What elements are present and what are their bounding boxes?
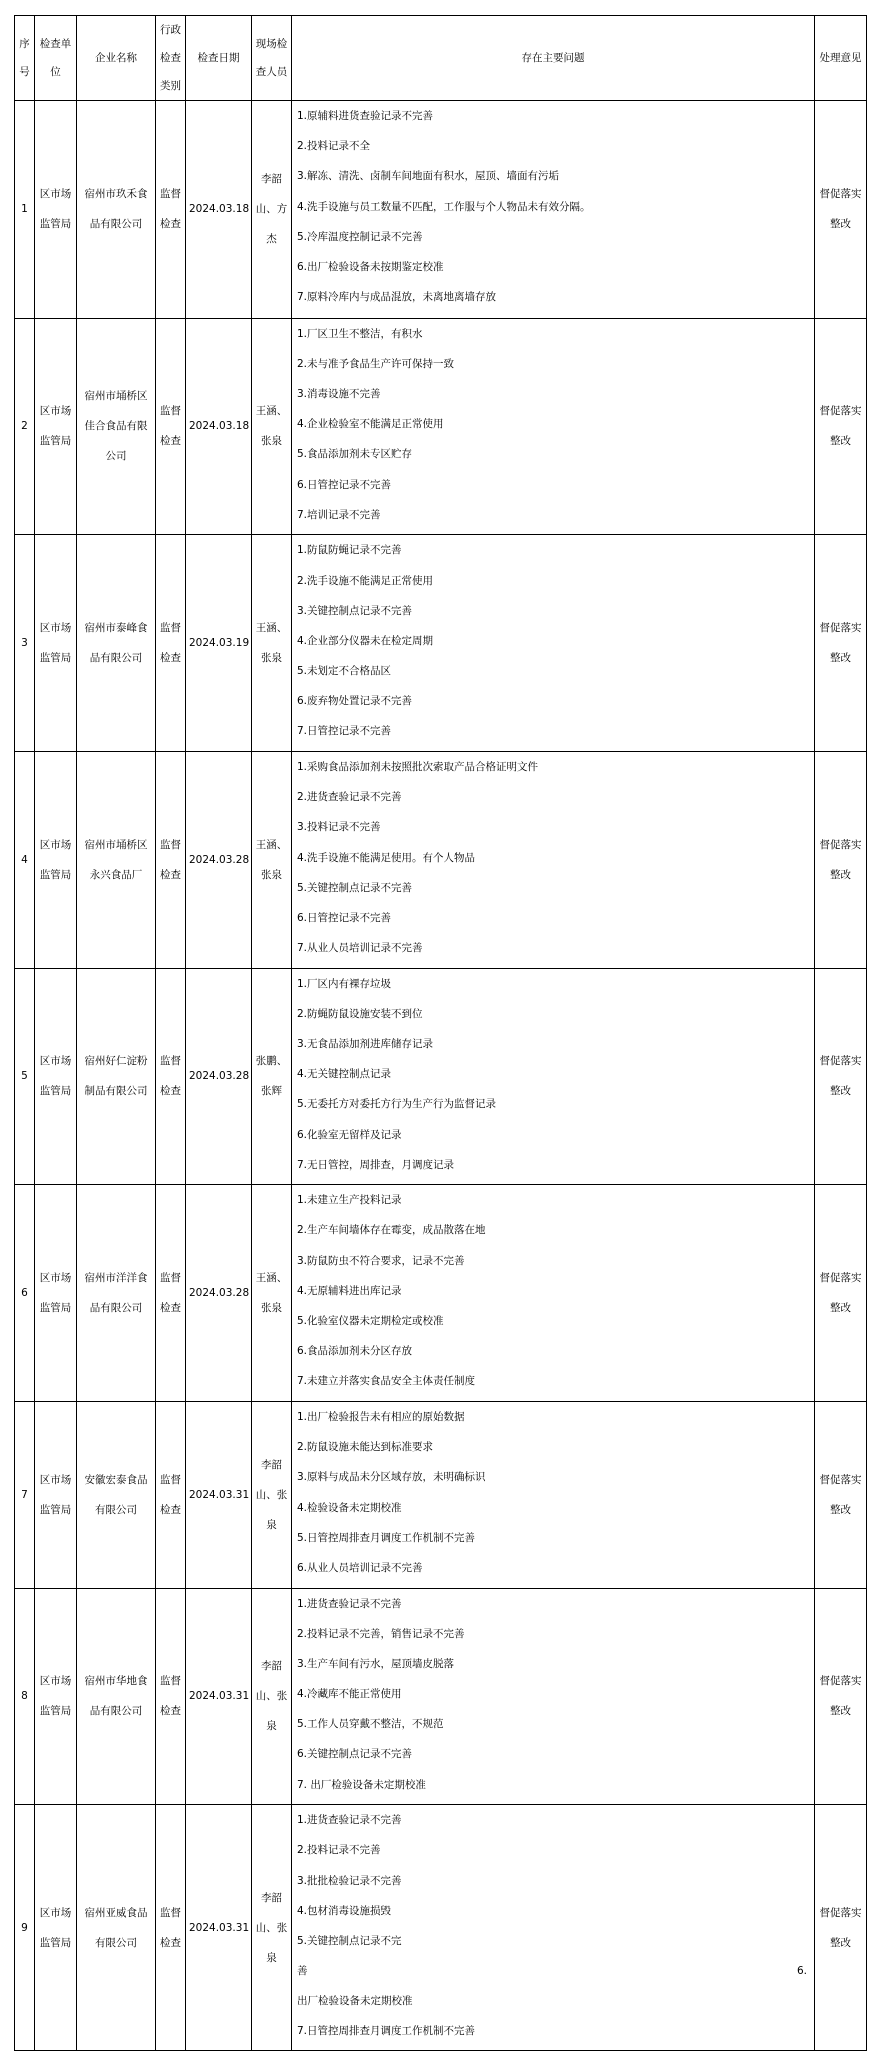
row-issues xyxy=(292,1588,815,1805)
row-date: 2024.03.31 xyxy=(186,1588,252,1805)
issue-item: 1.厂区卫生不整洁，有积水 xyxy=(297,327,423,340)
issue-item: 2.投料记录不全 xyxy=(297,140,371,153)
issue-item: 5.关键控制点记录不完善 xyxy=(297,881,413,894)
issue-item: 4.包材消毒设施损毁 xyxy=(297,1904,392,1917)
issue-item: 3.投料记录不完善 xyxy=(297,821,381,834)
row-date: 2024.03.28 xyxy=(186,968,252,1185)
row-inspectors: 李韶山、张泉 xyxy=(252,1401,292,1588)
issue-item: 7.原料冷库内与成品混放，未离地离墙存放 xyxy=(297,291,497,304)
issue-item: 5.日管控周排查月调度工作机制不完善 xyxy=(297,1531,476,1544)
row-date: 2024.03.31 xyxy=(186,1805,252,2051)
row-handling: 督促落实整改 xyxy=(815,1588,867,1805)
issue-item: 4.企业部分仪器未在检定周期 xyxy=(297,634,434,647)
issue-item: 1.进货查验记录不完善 xyxy=(297,1597,402,1610)
issue-item: 2.防蝇防鼠设施安装不到位 xyxy=(297,1007,423,1020)
row-seq: 9 xyxy=(15,1805,35,2051)
table-row xyxy=(15,318,867,535)
row-seq: 4 xyxy=(15,751,35,968)
row-issues xyxy=(292,968,815,1185)
issue-item: 6.日管控记录不完善 xyxy=(297,911,392,924)
table-row xyxy=(15,968,867,1185)
issue-item: 2.防鼠设施未能达到标准要求 xyxy=(297,1441,434,1454)
row-company: 宿州市泰峰食品有限公司 xyxy=(77,535,156,752)
row-issues xyxy=(292,1185,815,1402)
issue-item: 6.废弃物处置记录不完善 xyxy=(297,695,413,708)
issue-item: 1.出厂检验报告未有相应的原始数据 xyxy=(297,1410,465,1423)
issue-item: 6.从业人员培训记录不完善 xyxy=(297,1561,423,1574)
row-date: 2024.03.31 xyxy=(186,1401,252,1588)
issue-item: 4.无关键控制点记录 xyxy=(297,1068,392,1081)
header-handling: 处理意见 xyxy=(815,16,867,101)
issue-item: 4.洗手设施与员工数量不匹配，工作服与个人物品未有效分隔。 xyxy=(297,200,591,213)
issue-item: 4.检验设备未定期校准 xyxy=(297,1501,402,1514)
header-date: 检查日期 xyxy=(186,16,252,101)
issue-item: 6.出厂检验设备未按期鉴定校准 xyxy=(297,260,444,273)
row-handling: 督促落实整改 xyxy=(815,318,867,535)
issue-item: 5.未划定不合格品区 xyxy=(297,665,392,678)
table-row xyxy=(15,751,867,968)
row-handling: 督促落实整改 xyxy=(815,535,867,752)
table-row xyxy=(15,101,867,319)
row-seq: 2 xyxy=(15,318,35,535)
row-issues xyxy=(292,535,815,752)
issue-item: 2.生产车间墙体存在霉变，成品散落在地 xyxy=(297,1224,486,1237)
row-inspectors: 王涵、张泉 xyxy=(252,318,292,535)
issue-item: 3.关键控制点记录不完善 xyxy=(297,604,413,617)
issue-item: 1.厂区内有裸存垃圾 xyxy=(297,977,392,990)
issue-item: 7. 出厂检验设备未定期校准 xyxy=(297,1778,426,1791)
issue-item: 5.食品添加剂未专区贮存 xyxy=(297,448,413,461)
row-date: 2024.03.28 xyxy=(186,751,252,968)
row-company: 宿州市埇桥区永兴食品厂 xyxy=(77,751,156,968)
row-company: 宿州市洋洋食品有限公司 xyxy=(77,1185,156,1402)
issue-item: 5.关键控制点记录不完 xyxy=(297,1934,402,1947)
issue-item: 4.企业检验室不能满足正常使用 xyxy=(297,418,444,431)
row-inspectors: 李韶山、张泉 xyxy=(252,1588,292,1805)
table-row xyxy=(15,1401,867,1588)
issue-item: 5.工作人员穿戴不整洁，不规范 xyxy=(297,1718,444,1731)
table-row xyxy=(15,1805,867,2051)
row-category: 监督检查 xyxy=(156,1588,186,1805)
row-seq: 5 xyxy=(15,968,35,1185)
issue-item: 7.培训记录不完善 xyxy=(297,508,381,521)
issue-item: 4.洗手设施不能满足使用。有个人物品 xyxy=(297,851,476,864)
header-inspectors: 现场检查人员 xyxy=(252,16,292,101)
table-row xyxy=(15,1185,867,1402)
row-inspectors: 李韶山、方杰 xyxy=(252,101,292,319)
row-date: 2024.03.18 xyxy=(186,318,252,535)
row-seq: 6 xyxy=(15,1185,35,1402)
row-handling: 督促落实整改 xyxy=(815,751,867,968)
row-issues xyxy=(292,751,815,968)
issue-item: 3.批批检验记录不完善 xyxy=(297,1874,402,1887)
row-seq: 1 xyxy=(15,101,35,319)
row-category: 监督检查 xyxy=(156,1185,186,1402)
row-unit: 区市场监管局 xyxy=(35,535,77,752)
row-issues xyxy=(292,318,815,535)
issue-text: 善 xyxy=(297,1965,308,1978)
row-category: 监督检查 xyxy=(156,751,186,968)
issue-item: 3.消毒设施不完善 xyxy=(297,388,381,401)
table-row xyxy=(15,535,867,752)
row-issues xyxy=(292,101,815,319)
row-company: 安徽宏泰食品有限公司 xyxy=(77,1401,156,1588)
row-category: 监督检查 xyxy=(156,535,186,752)
issue-item: 3.无食品添加剂进库储存记录 xyxy=(297,1038,434,1050)
issue-item: 6.食品添加剂未分区存放 xyxy=(297,1345,413,1358)
row-company: 宿州好仁淀粉制品有限公司 xyxy=(77,968,156,1185)
issue-item: 3.原料与成品未分区域存放，未明确标识 xyxy=(297,1471,486,1484)
header-issues: 存在主要问题 xyxy=(292,16,815,101)
row-inspectors: 王涵、张泉 xyxy=(252,535,292,752)
issue-item xyxy=(295,1956,811,1986)
issue-item: 1.采购食品添加剂未按照批次索取产品合格证明文件 xyxy=(297,760,539,773)
row-category: 监督检查 xyxy=(156,101,186,319)
row-unit: 区市场监管局 xyxy=(35,968,77,1185)
issue-item: 5.化验室仪器未定期检定或校准 xyxy=(297,1315,444,1328)
header-category: 行政检查类别 xyxy=(156,16,186,101)
row-inspectors: 王涵、张泉 xyxy=(252,1185,292,1402)
issue-item: 3.防鼠防虫不符合要求，记录不完善 xyxy=(297,1254,465,1267)
row-handling: 督促落实整改 xyxy=(815,1401,867,1588)
issue-item: 7.未建立并落实食品安全主体责任制度 xyxy=(297,1375,476,1388)
header-seq: 序号 xyxy=(15,16,35,101)
row-issues xyxy=(292,1401,815,1588)
row-unit: 区市场监管局 xyxy=(35,1185,77,1402)
inspection-table xyxy=(14,15,867,2051)
issue-item: 6.化验室无留样及记录 xyxy=(297,1128,402,1141)
issue-item: 3.生产车间有污水，屋顶墙皮脱落 xyxy=(297,1657,455,1670)
header-row xyxy=(15,16,867,101)
row-company: 宿州市华地食品有限公司 xyxy=(77,1588,156,1805)
row-company: 宿州亚威食品有限公司 xyxy=(77,1805,156,2051)
row-unit: 区市场监管局 xyxy=(35,318,77,535)
issue-item: 1.未建立生产投料记录 xyxy=(297,1194,402,1207)
row-seq: 7 xyxy=(15,1401,35,1588)
issue-item: 7.日管控周排查月调度工作机制不完善 xyxy=(297,2025,476,2038)
issue-item: 7.从业人员培训记录不完善 xyxy=(297,942,423,955)
row-handling: 督促落实整改 xyxy=(815,101,867,319)
row-unit: 区市场监管局 xyxy=(35,1588,77,1805)
header-company: 企业名称 xyxy=(77,16,156,101)
header-unit: 检查单位 xyxy=(35,16,77,101)
issue-item: 5.冷库温度控制记录不完善 xyxy=(297,230,423,243)
issue-item: 7.无日管控，周排查，月调度记录 xyxy=(297,1158,455,1171)
row-unit: 区市场监管局 xyxy=(35,751,77,968)
issue-item: 1.原辅料进货查验记录不完善 xyxy=(297,110,434,122)
row-category: 监督检查 xyxy=(156,318,186,535)
issue-item: 3.解冻、清洗、卤制车间地面有积水，屋顶、墙面有污垢 xyxy=(297,170,560,183)
issue-item: 1.防鼠防蝇记录不完善 xyxy=(297,544,402,557)
row-date: 2024.03.28 xyxy=(186,1185,252,1402)
issue-item: 6.日管控记录不完善 xyxy=(297,478,392,491)
issue-item: 4.冷藏库不能正常使用 xyxy=(297,1688,402,1701)
row-unit: 区市场监管局 xyxy=(35,101,77,319)
row-company: 宿州市玖禾食品有限公司 xyxy=(77,101,156,319)
issue-item: 2.洗手设施不能满足正常使用 xyxy=(297,574,434,587)
issue-item: 1.进货查验记录不完善 xyxy=(297,1814,402,1827)
issue-item: 出厂检验设备未定期校准 xyxy=(297,1995,413,2008)
row-issues xyxy=(292,1805,815,2051)
issue-item: 2.投料记录不完善，销售记录不完善 xyxy=(297,1627,465,1640)
row-company: 宿州市埇桥区佳合食品有限公司 xyxy=(77,318,156,535)
row-unit: 区市场监管局 xyxy=(35,1401,77,1588)
row-category: 监督检查 xyxy=(156,968,186,1185)
issue-item: 4.无原辅料进出库记录 xyxy=(297,1284,402,1297)
issue-item: 5.无委托方对委托方行为生产行为监督记录 xyxy=(297,1098,497,1111)
issue-item: 2.投料记录不完善 xyxy=(297,1844,381,1857)
issue-item: 2.未与准予食品生产许可保持一致 xyxy=(297,357,455,370)
issue-item: 7.日管控记录不完善 xyxy=(297,725,392,738)
row-seq: 8 xyxy=(15,1588,35,1805)
row-category: 监督检查 xyxy=(156,1401,186,1588)
row-handling: 督促落实整改 xyxy=(815,968,867,1185)
issue-item: 6.关键控制点记录不完善 xyxy=(297,1748,413,1761)
row-inspectors: 李韶山、张泉 xyxy=(252,1805,292,2051)
row-unit: 区市场监管局 xyxy=(35,1805,77,2051)
row-inspectors: 王涵、张泉 xyxy=(252,751,292,968)
table-row xyxy=(15,1588,867,1805)
row-date: 2024.03.19 xyxy=(186,535,252,752)
row-handling: 督促落实整改 xyxy=(815,1185,867,1402)
issue-fragment: 6. xyxy=(796,1965,807,1978)
row-category: 监督检查 xyxy=(156,1805,186,2051)
row-inspectors: 张鹏、张辉 xyxy=(252,968,292,1185)
issue-item: 2.进货查验记录不完善 xyxy=(297,791,402,804)
row-seq: 3 xyxy=(15,535,35,752)
row-date: 2024.03.18 xyxy=(186,101,252,319)
row-handling: 督促落实整改 xyxy=(815,1805,867,2051)
